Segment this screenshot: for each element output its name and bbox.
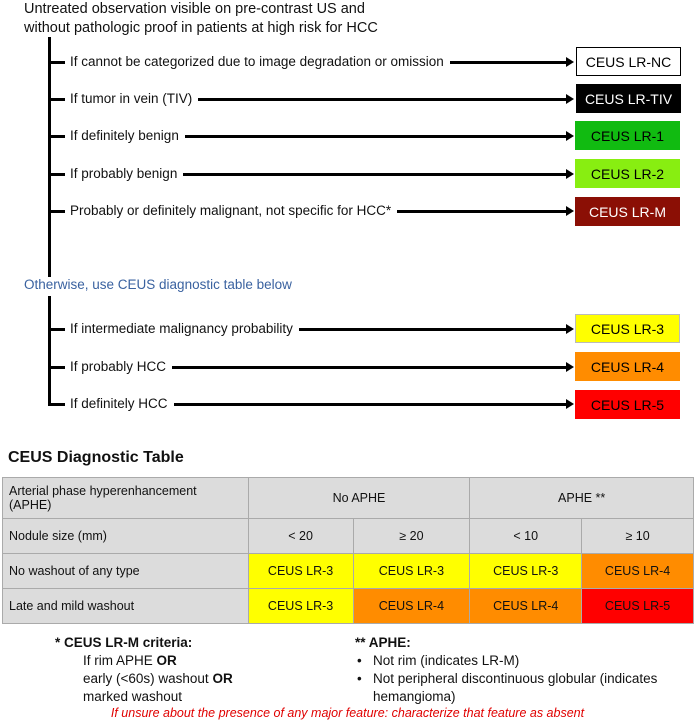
branch-stub xyxy=(48,135,65,138)
branch-stub xyxy=(48,173,65,176)
branch-stub xyxy=(48,403,65,406)
branch-label: Probably or definitely malignant, not specific for HCC* xyxy=(70,203,397,219)
lr-m-criteria-line-1 xyxy=(55,652,233,670)
table-row-late-mild-washout xyxy=(3,589,694,624)
category-box-lr-m: CEUS LR-M xyxy=(575,197,680,226)
aphe-note-item: • Not peripheral discontinuous globular (indicates hemangioma) xyxy=(355,670,685,706)
branch-stub xyxy=(48,98,65,101)
ceus-diagnostic-table xyxy=(2,477,694,624)
table-cell: CEUS LR-4 xyxy=(353,589,470,624)
title-line-1: Untreated observation visible on pre-contrast US and xyxy=(24,1,365,17)
branch-label: If definitely benign xyxy=(70,128,185,144)
column-group-no-aphe: No APHE xyxy=(248,478,470,519)
branch-label: If intermediate malignancy probability xyxy=(70,321,299,337)
branch-stub xyxy=(48,210,65,213)
category-box-lr-5: CEUS LR-5 xyxy=(575,390,680,419)
note-or: OR xyxy=(156,653,177,668)
otherwise-label: Otherwise, use CEUS diagnostic table below xyxy=(24,277,292,292)
size-header: < 20 xyxy=(248,519,353,554)
row-header: No washout of any type xyxy=(3,554,249,589)
upper-tree-trunk xyxy=(48,37,51,277)
branch-label: If cannot be categorized due to image degradation or omission xyxy=(70,54,450,70)
column-group-aphe: APHE ** xyxy=(470,478,694,519)
diagnostic-table-title: CEUS Diagnostic Table xyxy=(8,449,184,466)
note-or: OR xyxy=(212,671,233,686)
lr-m-criteria-title: * CEUS LR-M criteria: xyxy=(55,635,193,650)
table-cell: CEUS LR-4 xyxy=(582,554,694,589)
category-box-lr-nc: CEUS LR-NC xyxy=(576,47,681,76)
row-header: Arterial phase hyperenhancement (APHE) xyxy=(3,478,249,519)
note-text: If rim APHE xyxy=(83,653,157,668)
lr-m-criteria-note xyxy=(55,634,233,706)
algorithm-title xyxy=(24,0,378,38)
branch-stub xyxy=(48,61,65,64)
category-box-lr-1: CEUS LR-1 xyxy=(575,121,680,150)
note-text: early (<60s) washout xyxy=(83,671,213,686)
table-cell: CEUS LR-5 xyxy=(582,589,694,624)
branch-label: If definitely HCC xyxy=(70,396,174,412)
table-cell: CEUS LR-3 xyxy=(353,554,470,589)
branch-stub xyxy=(48,366,65,369)
footer-warning: If unsure about the presence of any major feature: characterize that feature as absent xyxy=(110,706,585,720)
row-header: Nodule size (mm) xyxy=(3,519,249,554)
aphe-note-list xyxy=(355,652,685,706)
branch-label: If probably benign xyxy=(70,166,183,182)
category-box-lr-tiv: CEUS LR-TIV xyxy=(576,84,681,113)
category-box-lr-3: CEUS LR-3 xyxy=(575,314,680,343)
row-header: Late and mild washout xyxy=(3,589,249,624)
table-cell: CEUS LR-3 xyxy=(248,554,353,589)
lr-m-criteria-line-3: marked washout xyxy=(83,689,183,704)
aphe-note-item: • Not rim (indicates LR-M) xyxy=(355,652,685,670)
category-box-lr-4: CEUS LR-4 xyxy=(575,352,680,381)
branch-label: If tumor in vein (TIV) xyxy=(70,91,198,107)
lr-m-criteria-line-2 xyxy=(55,670,233,688)
size-header: ≥ 10 xyxy=(582,519,694,554)
table-cell: CEUS LR-3 xyxy=(248,589,353,624)
size-header: ≥ 20 xyxy=(353,519,470,554)
branch-stub xyxy=(48,328,65,331)
table-row-no-washout xyxy=(3,554,694,589)
aphe-note xyxy=(355,634,685,706)
title-line-2: without pathologic proof in patients at high risk for HCC xyxy=(24,20,378,36)
aphe-note-title: ** APHE: xyxy=(355,635,411,650)
table-cell: CEUS LR-4 xyxy=(470,589,582,624)
category-box-lr-2: CEUS LR-2 xyxy=(575,159,680,188)
table-row-size xyxy=(3,519,694,554)
table-cell: CEUS LR-3 xyxy=(470,554,582,589)
lower-tree-trunk xyxy=(48,296,51,406)
size-header: < 10 xyxy=(470,519,582,554)
branch-label: If probably HCC xyxy=(70,359,172,375)
table-row-aphe xyxy=(3,478,694,519)
